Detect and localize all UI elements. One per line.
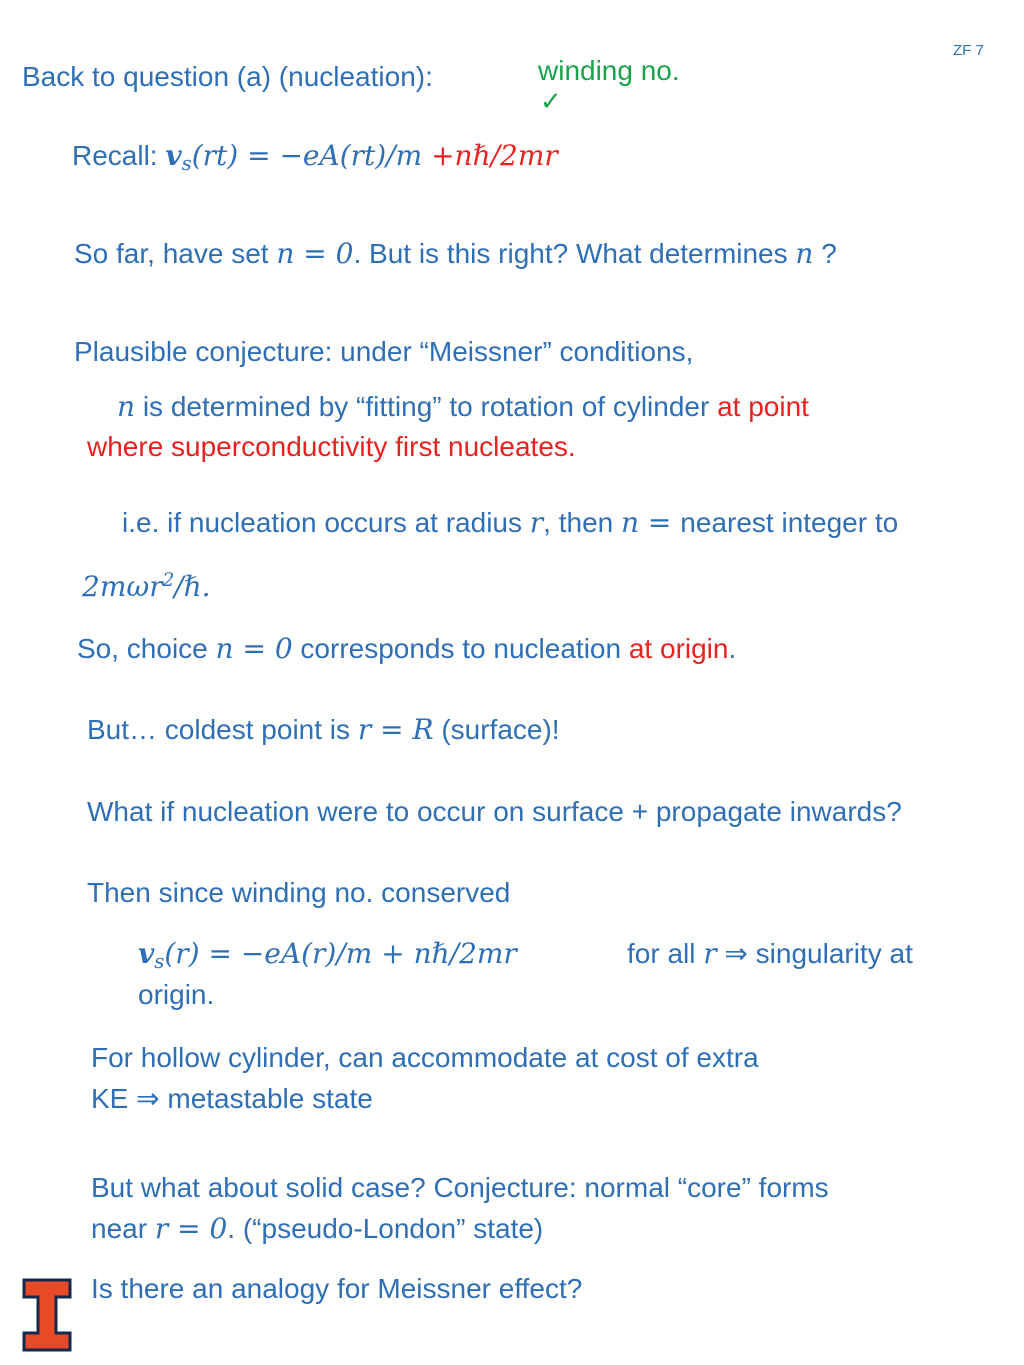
choice-text-a: So, choice <box>77 633 216 664</box>
conjecture-line-2 <box>117 390 809 424</box>
conjecture-highlight-2: where superconductivity first nucleates. <box>87 431 576 462</box>
equation-rhs: = −eA(rt)/m <box>238 139 432 172</box>
slide-title: Back to question (a) (nucleation): <box>22 61 433 92</box>
winding-number-annotation: winding no. <box>538 55 680 86</box>
vs-equation <box>138 937 517 973</box>
analogy-question: Is there an analogy for Meissner effect? <box>91 1273 583 1304</box>
vs-math-r: r <box>703 937 717 970</box>
solid-line-2 <box>91 1212 543 1246</box>
winding-term: +nℏ/2mr <box>431 139 558 172</box>
conjecture-heading: Plausible conjecture: under “Meissner” conditions, <box>74 336 694 367</box>
ie-math-r: r <box>529 506 544 539</box>
vs-singularity-text: ⇒ singularity at <box>716 938 913 969</box>
so-far-math-1: n = 0 <box>276 237 354 270</box>
vs-condition <box>627 937 913 971</box>
so-far-line <box>74 237 837 271</box>
recall-label: Recall: <box>72 140 158 171</box>
so-far-math-2: n <box>795 237 814 270</box>
choice-math: n = 0 <box>215 632 293 665</box>
ie-formula <box>82 570 211 604</box>
conjecture-text: is determined by “fitting” to rotation of cylinder <box>135 391 718 422</box>
check-mark-icon: ✓ <box>540 86 562 116</box>
coldest-text-b: (surface)! <box>433 714 560 745</box>
so-far-text-c: ? <box>813 238 837 269</box>
hollow-line-2: KE ⇒ metastable state <box>91 1083 373 1114</box>
choice-text-b: corresponds to nucleation <box>292 633 629 664</box>
conjecture-math-n: n <box>117 390 136 423</box>
choice-text-c: . <box>728 633 737 664</box>
so-far-text-b: . But is this right? What determines <box>353 238 796 269</box>
ie-text-a: i.e. if nucleation occurs at radius <box>122 507 530 538</box>
vs-forall-text: for all <box>627 938 704 969</box>
vs-origin: origin. <box>138 979 215 1010</box>
ie-text-b: , then <box>543 507 621 538</box>
slide-number: ZF 7 <box>953 42 984 59</box>
solid-text-b: . (“pseudo-London” state) <box>227 1213 544 1244</box>
vs-velocity-symbol: v <box>138 937 155 970</box>
ie-formula-b: /ℏ. <box>174 570 211 603</box>
velocity-args: (rt) <box>191 139 239 172</box>
solid-line-1: But what about solid case? Conjecture: normal “core” forms <box>91 1172 829 1203</box>
vs-equation-rest: (r) = −eA(r)/m + nℏ/2mr <box>164 937 517 970</box>
so-far-text-a: So far, have set <box>74 238 277 269</box>
coldest-math: r = R <box>357 713 434 746</box>
hollow-line-1: For hollow cylinder, can accommodate at cost of extra <box>91 1042 759 1073</box>
choice-highlight: at origin <box>628 633 729 664</box>
ie-formula-exponent: 2 <box>162 570 175 591</box>
conjecture-highlight-1: at point <box>717 391 809 422</box>
solid-text-a: near <box>91 1213 155 1244</box>
velocity-symbol: v <box>165 139 182 172</box>
choice-line <box>77 632 736 666</box>
illinois-logo-icon <box>22 1278 72 1352</box>
ie-math-n: n = <box>621 506 681 539</box>
ie-text-c: nearest integer to <box>680 507 899 538</box>
coldest-text-a: But… coldest point is <box>87 714 358 745</box>
coldest-point-line <box>87 713 560 747</box>
what-if-line: What if nucleation were to occur on surface + propagate inwards? <box>87 796 902 827</box>
ie-line <box>122 506 898 540</box>
ie-formula-a: 2mωr <box>82 570 163 603</box>
recall-equation <box>72 139 558 175</box>
velocity-subscript: s <box>181 151 192 175</box>
vs-velocity-subscript: s <box>154 949 165 973</box>
then-line: Then since winding no. conserved <box>87 877 511 908</box>
solid-math: r = 0 <box>154 1212 228 1245</box>
